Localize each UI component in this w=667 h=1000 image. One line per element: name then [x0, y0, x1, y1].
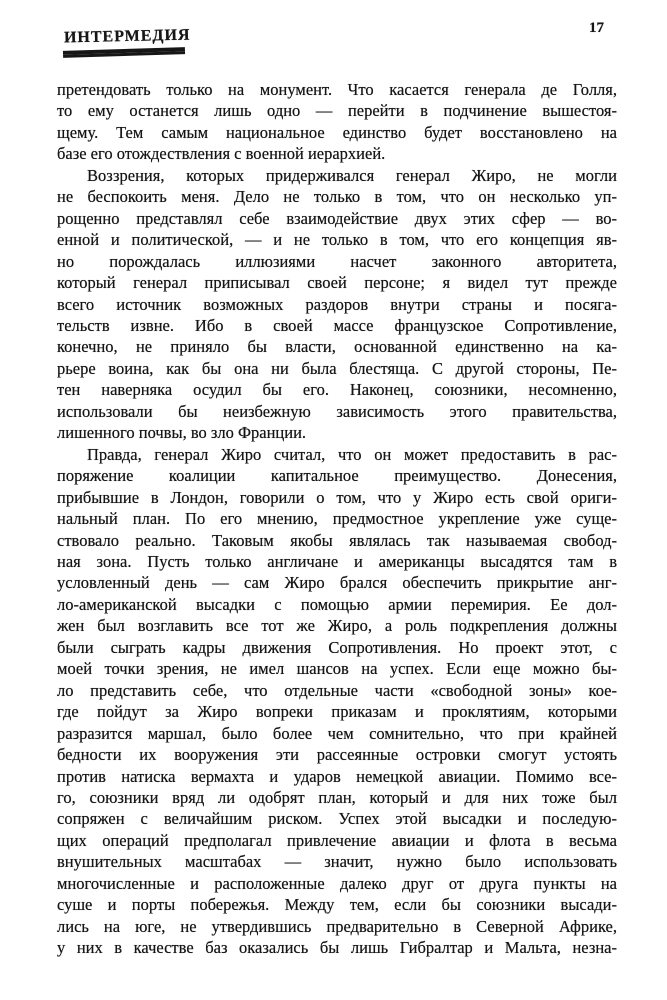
text-line: конечно, не приняло бы власти, основанной единственно на ка- — [57, 337, 617, 357]
text-line: жен был возглавить все тот же Жиро, а роль подкрепления должны — [57, 616, 617, 636]
text-line: разразится маршал, было более чем сомнительно, что при крайней — [57, 723, 617, 743]
text-line: сопряжен с величайшим риском. Успех этой высадки и последую- — [57, 809, 617, 829]
text-line: не беспокоить меня. Дело не только в том, что он несколько уп- — [57, 187, 617, 207]
text-line: тен наверняка осудил бы его. Наконец, союзники, несомненно, — [57, 380, 617, 400]
text-line: где пойдут за Жиро вопреки приказам и проклятиям, которыми — [57, 702, 617, 722]
paragraph — [57, 444, 617, 959]
text-line: лись на юге, не утвердившись предварительно в Северной Африке, — [57, 916, 617, 936]
text-line: но порождалась иллюзиями насчет законного авторитета, — [57, 251, 617, 271]
text-line: против натиска вермахта и ударов немецкой авиации. Помимо все- — [57, 766, 617, 786]
text-line: ная зона. Пусть только англичане и американцы высадятся там в — [57, 551, 617, 571]
text-line: ствовало реально. Таковым якобы являлась так называемая свобод- — [57, 530, 617, 550]
text-line: ло представить себе, что отдельные части «свободной зоны» кое- — [57, 680, 617, 700]
text-line: условленный день — сам Жиро брался обеспечить прикрытие анг- — [57, 573, 617, 593]
text-line: Воззрения, которых придерживался генерал Жиро, не могли — [87, 165, 617, 185]
text-line: бедности их вооружения эти рассеянные островки смогут устоять — [57, 745, 617, 765]
page-number: 17 — [589, 20, 604, 36]
text-line: тельств извне. Ибо в своей массе французское Сопротивление, — [57, 315, 617, 335]
text-line: лишенного почвы, во зло Франции. — [57, 423, 307, 443]
page-body — [57, 79, 617, 959]
text-line: который генерал приписывал своей персоне; я видел тут прежде — [57, 273, 617, 293]
text-line: поряжение коалиции капитальное преимущество. Донесения, — [57, 466, 617, 486]
header-double-rule — [63, 47, 185, 58]
text-line: щих операций предполагал привлечение авиации и флота в весьма — [57, 830, 617, 850]
text-line: нальный план. По его мнению, предмостное укрепление уже суще- — [57, 509, 617, 529]
text-line: го, союзники вряд ли одобрят план, который и для них тоже был — [57, 787, 617, 807]
text-line: базе его отождествления с военной иерархией. — [57, 144, 386, 164]
text-line: были сыграть кадры движения Сопротивления. Но проект этот, с — [57, 637, 617, 657]
text-line: щему. Тем самым национальное единство будет восстановлено на — [57, 122, 617, 142]
text-line: рощенно представлял себе взаимодействие двух этих сфер — во- — [57, 208, 617, 228]
paragraph — [57, 79, 617, 165]
text-line: моей точки зрения, не имел шансов на успех. Если еще можно бы- — [57, 659, 617, 679]
text-line: то ему останется лишь одно — перейти в подчинение вышестоя- — [57, 101, 617, 121]
text-line: использовали бы неизбежную зависимость этого правительства, — [57, 401, 617, 421]
text-line: ло-американской высадки с помощью армии перемирия. Ее дол- — [57, 594, 617, 614]
text-line: суше и порты побережья. Между тем, если бы союзники высади- — [57, 895, 617, 915]
paragraph — [57, 165, 617, 444]
text-line: рьере воина, как бы она ни была блестяща. С другой стороны, Пе- — [57, 358, 617, 378]
text-line: Правда, генерал Жиро считал, что он может предоставить в рас- — [87, 444, 617, 464]
text-line: претендовать только на монумент. Что касается генерала де Голля, — [57, 80, 617, 99]
running-header-title: ИНТЕРМЕДИЯ — [63, 26, 191, 47]
text-line: внушительных масштабах — значит, нужно было использовать — [57, 852, 617, 872]
text-line: многочисленные и расположенные далеко друг от друга пункты на — [57, 873, 617, 893]
text-line: прибывшие в Лондон, говорили о том, что у Жиро есть свой ориги- — [57, 487, 617, 507]
text-line: енной и политической, — и не только в том, что его концепция яв- — [57, 230, 617, 250]
text-line: всего источник возможных раздоров внутри страны и посяга- — [57, 294, 617, 314]
text-line: у них в качестве баз оказались бы лишь Гибралтар и Мальта, незна- — [57, 938, 617, 958]
